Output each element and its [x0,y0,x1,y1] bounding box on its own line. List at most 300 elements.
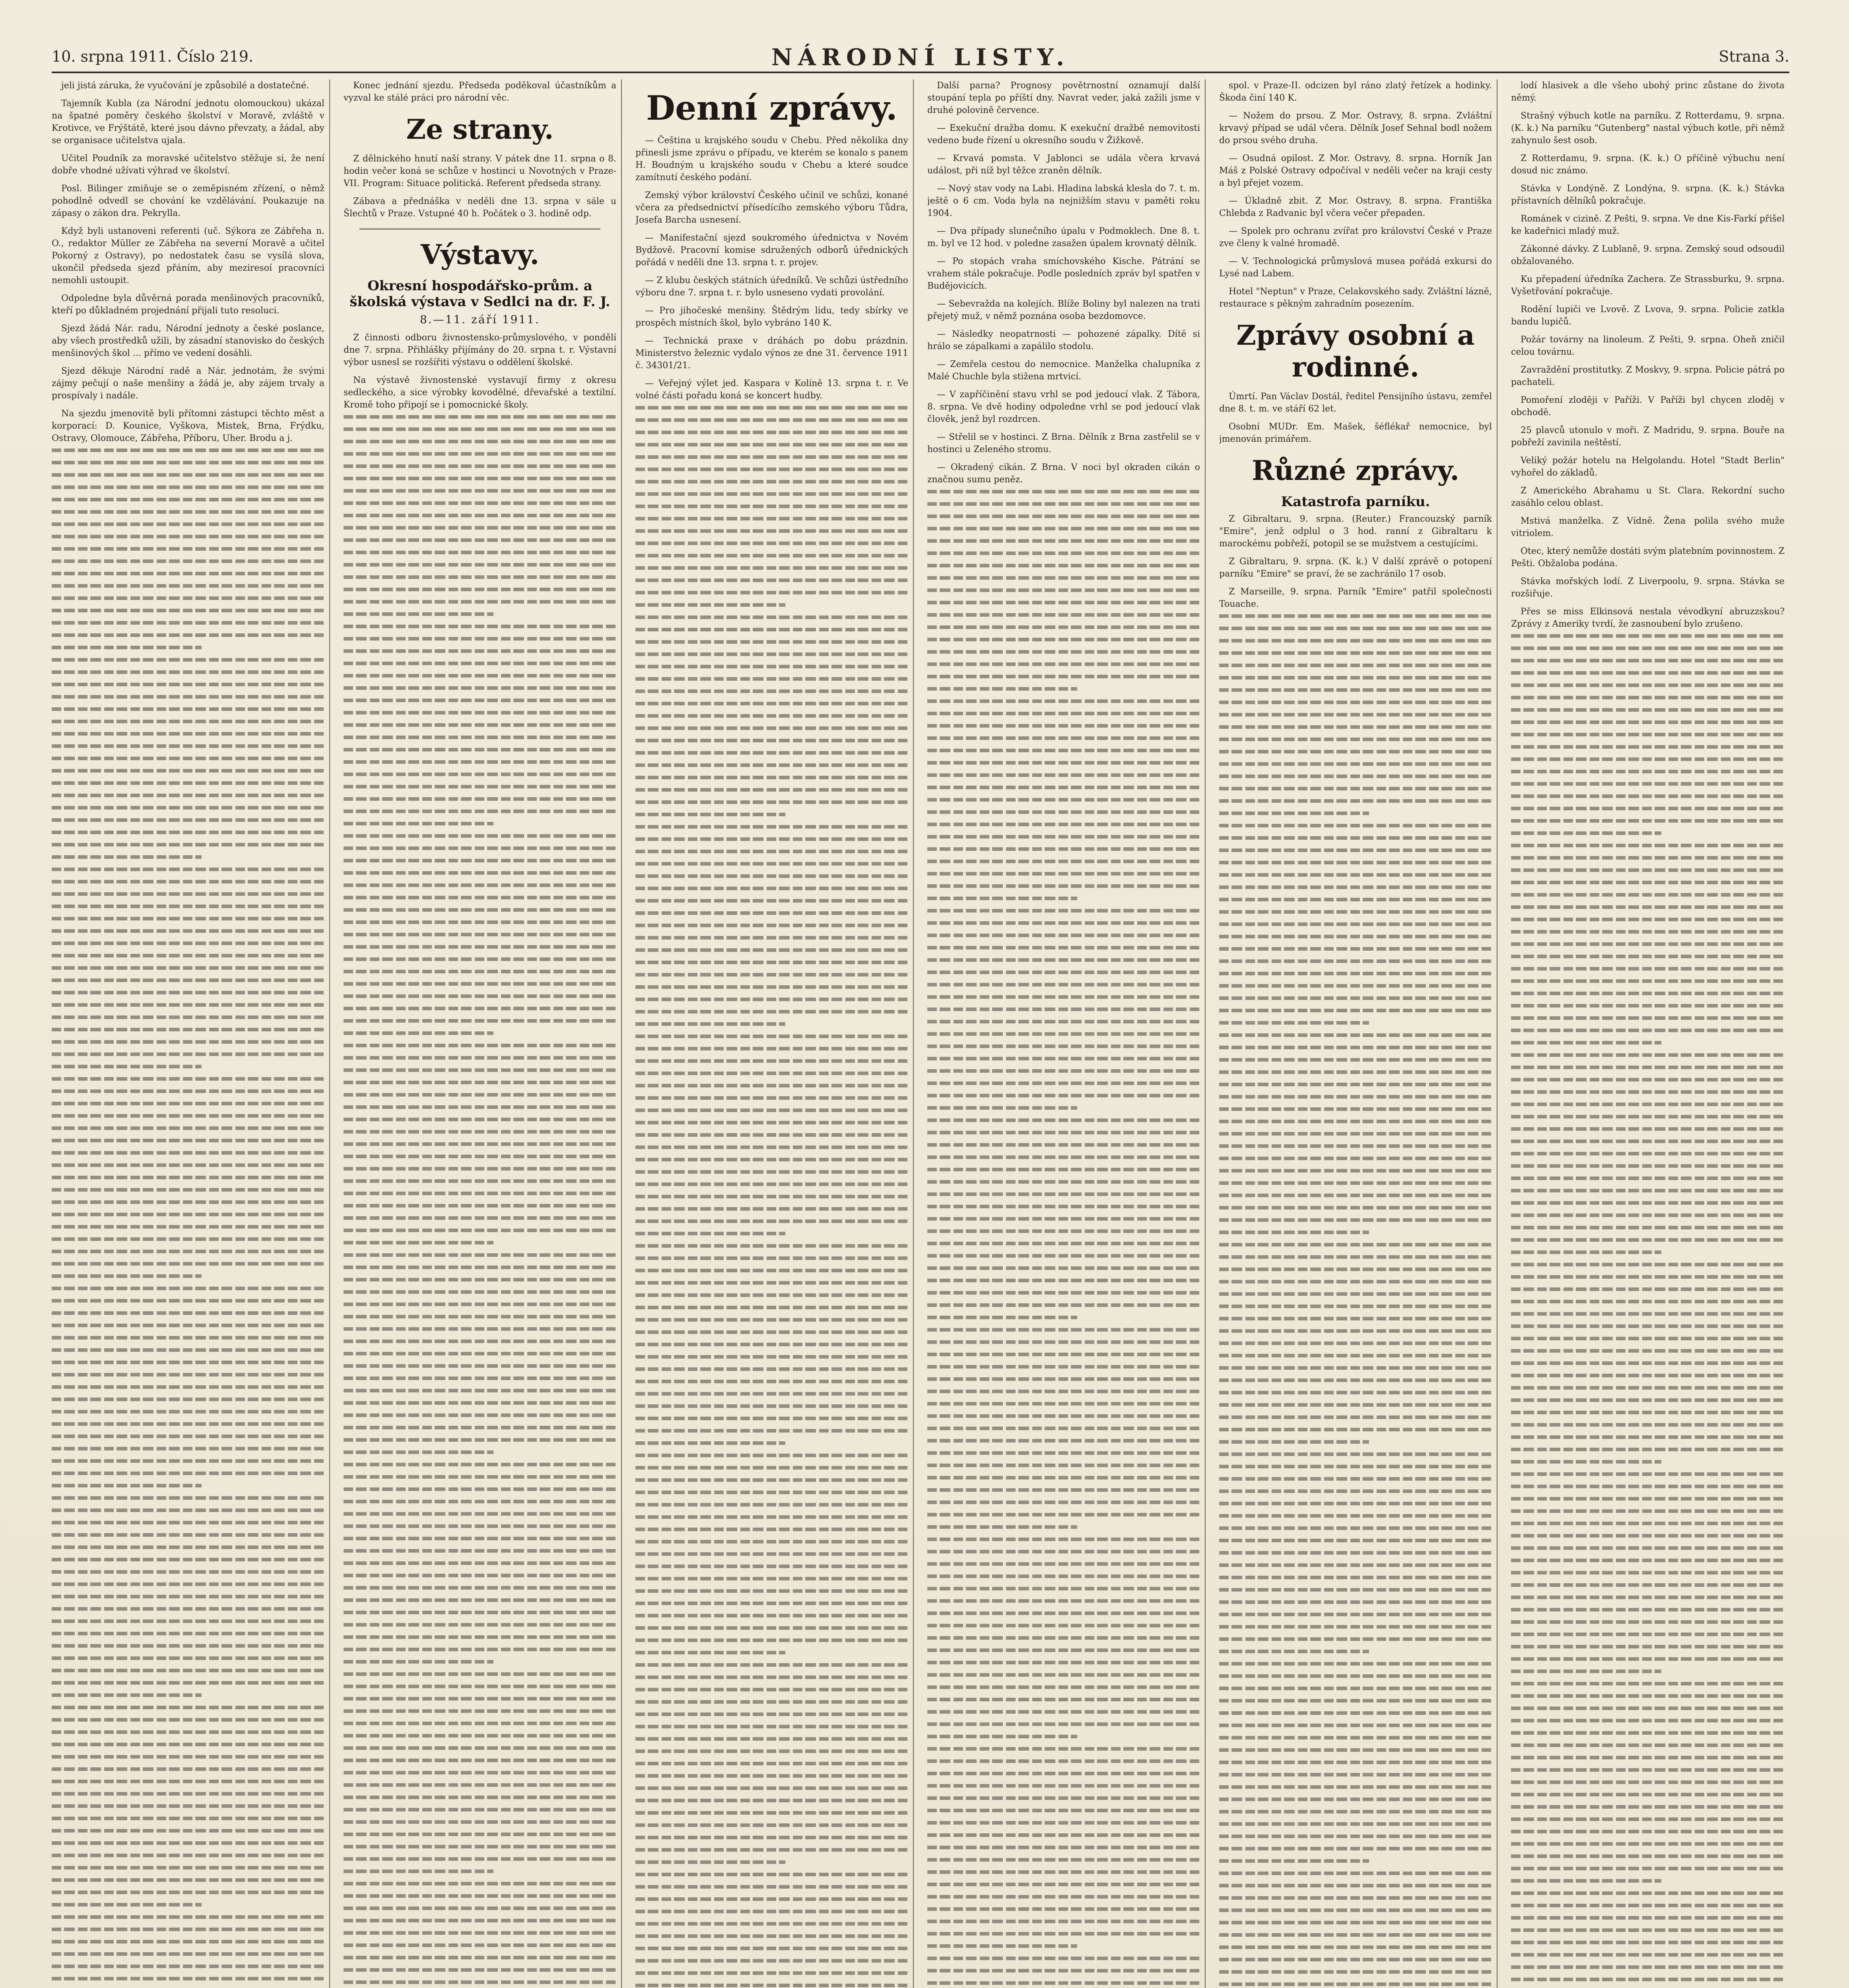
print-line [635,1367,908,1371]
print-line [1511,1041,1661,1044]
print-line [52,522,324,526]
print-line [344,920,616,924]
print-line [344,797,616,801]
print-line [1219,1859,1369,1863]
print-line [1219,750,1492,753]
print-line [1511,782,1785,786]
print-line [927,1710,1200,1714]
print-line [927,601,1200,604]
print-line [344,957,616,961]
print-line [635,1084,908,1087]
print-line [635,825,908,829]
print-line [1511,1830,1785,1833]
print-line [52,1903,202,1906]
print-line [52,855,202,859]
print-line [635,517,908,520]
print-line [1511,1152,1785,1155]
print-line [1511,1706,1785,1710]
print-line [344,1315,616,1318]
print-line [635,455,908,459]
print-line [344,427,616,431]
print-line [635,1984,908,1987]
print-line [1219,1724,1492,1727]
print-line [52,473,324,477]
print-line [52,1940,324,1943]
print-line [52,1607,324,1611]
print-line [635,418,908,422]
print-line [1219,947,1492,951]
print-line [927,1772,1200,1775]
print-texture [635,406,908,1988]
article-paragraph: Z Marseille, 9. srpna. Parník "Emire" patřil společnosti Touache. [1219,587,1492,609]
print-line [635,1873,908,1876]
article-paragraph: — Osudná opilost. Z Mor. Ostravy, 8. srpna. Horník Jan Máš z Polské Ostravy odpočíval v neděli večer na kraji cesty a byl přejet vozem. [1219,153,1492,188]
print-line [52,1287,324,1290]
print-line [344,1031,493,1035]
print-line [927,564,1200,567]
print-line [344,1327,616,1331]
print-line [344,1401,616,1405]
print-line [1511,1226,1785,1229]
print-line [344,1229,616,1232]
print-line [927,1316,1077,1319]
article-paragraph: Učitel Poudník za moravské učitelstvo stěžuje si, že není dobře vhodné užívati výhrad ve školství. [52,153,324,176]
print-line [52,1274,202,1278]
print-line [344,662,616,665]
print-line [344,1697,616,1701]
print-line [344,612,493,616]
print-line [52,670,324,674]
print-line [344,1044,616,1047]
print-line [344,1598,616,1602]
print-line [927,761,1200,765]
print-line [1219,1280,1492,1283]
print-line [344,945,616,949]
print-line [1511,967,1785,971]
article-paragraph: Tajemník Kubla (za Národní jednotu olomouckou) ukázal na špatné poměry českého školství v Moravě, zvláště v Krotivce, ve Frýštátě, které jsou dávno převzaty, a žádal, aby se organisace učitelstva ujala. [52,99,324,146]
print-line [1511,1645,1785,1648]
print-line [52,1570,324,1574]
print-line [52,1077,324,1081]
print-line [927,490,1200,493]
print-line [1219,639,1492,643]
print-line [1511,1238,1785,1242]
print-line [927,650,1200,654]
print-line [635,800,908,804]
print-line [1219,1083,1492,1086]
print-line [635,1565,908,1568]
print-line [635,899,908,903]
print-line [344,1303,616,1306]
print-line [52,732,324,736]
print-line [344,1931,616,1935]
article-paragraph: — Pro jihočeské menšiny. Štědrým lidu, tedy sbírky ve prospěch místních škol, bylo vybráno 140 K. [635,306,908,328]
print-line [1219,1933,1492,1937]
print-line [635,505,908,508]
columns [52,80,1789,1988]
print-line [635,468,908,471]
column-2 [344,80,622,1988]
print-line [344,575,616,579]
print-texture [927,490,1200,1988]
print-line [635,1244,908,1248]
print-line [344,588,616,591]
print-line [344,896,616,899]
print-line [1219,1452,1492,1456]
print-line [927,1402,1200,1406]
print-line [927,613,1200,617]
print-line [635,776,908,779]
print-line [52,1040,324,1044]
column-5 [1219,80,1497,1988]
print-line [1219,1255,1492,1259]
print-line [927,810,1200,814]
print-line [927,588,1200,592]
print-line [1511,1460,1661,1464]
print-line [635,1860,785,1864]
print-line [52,1484,202,1487]
print-line [635,973,908,977]
print-line [1219,1366,1492,1370]
print-line [635,862,908,866]
print-line [1219,1674,1492,1678]
print-line [344,538,616,542]
article-paragraph: Zákonné dávky. Z Lublaně, 9. srpna. Zemský soud odsoudil obžalovaného. [1511,244,1785,266]
print-line [52,917,324,920]
print-line [1219,1872,1492,1875]
print-line [1219,1798,1492,1801]
print-line [927,1069,1200,1073]
print-line [1511,1670,1661,1673]
print-line [52,621,324,625]
print-line [635,665,908,668]
print-line [1511,1078,1785,1081]
print-line [927,1242,1200,1245]
section-heading: Denní zprávy. [646,88,897,128]
print-line [1511,745,1785,749]
print-line [1219,701,1492,704]
print-line [344,1746,616,1750]
print-line [1219,688,1492,692]
print-line [52,1188,324,1192]
article-paragraph: — Úkladně zbit. Z Mor. Ostravy, 8. srpna. Františka Chlebda z Radvanic byl včera večer přepaden. [1219,196,1492,218]
section-heading: Zprávy osobní a rodinné. [1236,320,1475,383]
print-line [52,1336,324,1340]
section-heading: Výstavy. [420,239,540,271]
print-line [1511,1213,1785,1217]
print-line [1219,1588,1492,1592]
print-line [927,539,1200,543]
print-line [52,1200,324,1204]
print-line [1511,1300,1785,1303]
print-line [344,464,616,468]
print-line [927,1143,1200,1147]
print-line [1511,1571,1785,1574]
print-line [344,1093,616,1097]
print-line [52,1348,324,1352]
article-paragraph: Přes se miss Elkinsová nestala vévodkyní abruzzskou? Zprávy z Ameriky tvrdí, že zasnoubení bylo zrušeno. [1511,607,1785,629]
print-line [927,909,1200,912]
print-line [52,1656,324,1660]
article-paragraph: — Manifestační sjezd soukromého úřednictva v Novém Bydžově. Pracovní komise sdružených odborů úřednických pořádá v neděli dne 13. srpna t. r. projev. [635,233,908,268]
print-line [344,1352,616,1355]
print-line [635,1441,785,1445]
print-line [1511,1854,1785,1858]
article-paragraph: Mstivá manželka. Z Vídně. Žena polila svého muže vitriolem. [1511,516,1785,538]
print-line [344,994,616,998]
print-line [1219,935,1492,938]
print-line [927,527,1200,530]
print-line [635,1762,908,1765]
print-line [52,991,324,994]
print-line [635,1749,908,1753]
print-line [1219,1033,1492,1037]
print-line [927,502,1200,506]
print-line [1511,979,1785,983]
print-line [927,1205,1200,1208]
print-line [344,1635,616,1639]
print-line [927,724,1200,728]
print-line [927,847,1200,851]
print-line [1511,1596,1785,1599]
print-line [927,1427,1200,1430]
print-line [927,1501,1200,1504]
print-line [1511,1448,1785,1451]
print-line [1511,955,1785,958]
article-paragraph: — Z klubu českých státních úředníků. Ve schůzi ústředního výboru dne 7. srpna t. r. bylo usneseno vydati provolání. [635,276,908,298]
article-paragraph: Na výstavě živnostenské vystavují firmy z okresu sedleckého, a sice výrobky kovodělné, dřevařské a textilní. Kromě toho připojí se i pomocnické školy. [344,375,616,410]
print-line [927,1907,1200,1911]
print-line [635,702,908,705]
print-line [52,1595,324,1598]
article-paragraph: Z dělnického hnutí naší strany. V pátek dne 11. srpna o 8. hodin večer koná se schůze v hostinci u Novotných v Praze-VII. Program: Situace politická. Referent předseda strany. [344,154,616,188]
print-line [1219,762,1492,766]
print-line [927,860,1200,863]
print-line [635,1540,908,1543]
article-paragraph: Z Gibraltaru, 9. srpna. (Reuter.) Francouzský parník "Emire", jenž odplul o 3 hod. ranní z Gibraltaru k marockému pobřeží, potopil se se mužstvem a cestujícími. [1219,514,1492,549]
print-line [52,1065,202,1068]
print-line [344,810,616,813]
article-paragraph: 25 plavců utonulo v moři. Z Madridu, 9. srpna. Bouře na pobřeží zavinila neštěstí. [1511,425,1785,448]
print-line [52,1619,324,1623]
print-line [344,1796,616,1799]
print-line [1219,1810,1492,1813]
print-line [52,1163,324,1167]
issue-date: 10. srpna 1911. Číslo 219. [52,48,254,65]
print-line [927,638,1200,641]
print-line [1511,1275,1785,1279]
print-line [927,1390,1200,1393]
article-paragraph: — Exekuční dražba domu. K exekuční dražbě nemovitosti vedeno bude řízení u okresního soudu v Žižkově. [927,123,1200,146]
print-line [1511,1029,1785,1032]
print-line [52,1632,324,1635]
print-line [52,720,324,723]
print-line [635,1047,908,1050]
print-line [1219,1428,1492,1431]
print-line [344,1155,616,1158]
print-line [927,1624,1200,1627]
print-line [52,1324,324,1327]
print-line [52,1410,324,1413]
print-line [52,966,324,970]
print-line [635,1232,785,1235]
print-texture [344,415,616,1988]
print-line [52,1804,324,1808]
print-line [1219,861,1492,864]
print-line [1511,1127,1785,1131]
print-line [1219,812,1369,815]
print-line [52,806,324,810]
print-line [1511,1805,1785,1809]
print-line [635,1306,908,1309]
print-line [927,1032,1200,1036]
print-line [1511,757,1785,761]
print-line [635,628,908,631]
print-line [635,1281,908,1285]
print-line [635,1392,908,1396]
print-line [344,1512,616,1516]
print-line [1511,794,1785,798]
print-line [635,1786,908,1790]
print-line [1219,1613,1492,1616]
article-paragraph: Další parna? Prognosy povětrnostní oznamují další stoupání tepla po příští dny. Navrat veder, jaká zažili jsme v druhé polovině července. [927,81,1200,115]
print-line [927,1279,1200,1282]
print-line [635,1035,908,1038]
print-line [344,1216,616,1220]
print-line [927,736,1200,740]
print-line [635,1589,908,1593]
print-line [344,871,616,875]
print-line [1219,1120,1492,1123]
print-line [1219,1465,1492,1468]
print-line [1511,733,1785,736]
print-line [344,1709,616,1713]
print-line [1219,1231,1369,1234]
print-line [635,1811,908,1815]
print-line [635,1404,908,1408]
print-line [1219,799,1492,803]
print-line [52,1015,324,1019]
print-line [52,572,324,575]
print-line [635,1182,908,1186]
print-line [344,736,616,739]
print-line [635,1910,908,1913]
article-paragraph: Z Rotterdamu, 9. srpna. (K. k.) O příčině výbuchu není dosud nic známo. [1511,153,1785,176]
print-line [1219,1958,1492,1961]
print-line [1511,1485,1785,1488]
print-line [344,1857,616,1861]
print-line [52,1398,324,1401]
print-line [52,1965,324,1968]
print-line [344,785,616,788]
print-line [52,1829,324,1833]
print-line [635,591,908,594]
print-line [1511,1608,1785,1611]
print-line [344,526,616,530]
print-line [344,1968,616,1972]
print-line [635,1219,908,1223]
print-line [52,448,324,452]
print-line [1219,1662,1492,1666]
print-line [1219,627,1492,630]
print-line [1511,807,1785,810]
print-line [1511,770,1785,773]
print-line [1511,1904,1785,1907]
print-line [927,551,1200,555]
print-line [344,1426,616,1429]
print-line [1511,831,1661,835]
section-heading: Různé zprávy. [1252,455,1459,487]
print-line [635,1454,908,1457]
article-paragraph: — Spolek pro ochranu zvířat pro království České v Praze zve členy k valné hromadě. [1219,226,1492,248]
print-line [52,1003,324,1007]
print-line [1219,1687,1492,1690]
print-line [927,712,1200,715]
article-paragraph: — Veřejný výlet jed. Kaspara v Kolíně 13. srpna t. r. Ve volné části pořadu koná se koncert hudby. [635,379,908,401]
print-line [927,1944,1077,1948]
print-line [1219,1847,1492,1850]
print-line [344,859,616,862]
print-line [1219,1378,1492,1382]
print-line [927,1685,1200,1689]
print-line [1219,1526,1492,1530]
print-line [635,1971,908,1975]
print-line [927,1254,1200,1258]
print-line [927,884,1200,888]
print-line [1511,1263,1785,1266]
print-line [1219,1477,1492,1481]
print-line [52,1767,324,1771]
print-line [1219,1157,1492,1160]
print-line [344,1081,616,1084]
print-line [52,1780,324,1783]
print-line [927,934,1200,937]
print-line [635,640,908,644]
print-line [52,1582,324,1586]
article-paragraph: — Nový stav vody na Labi. Hladina labská klesla do 7. t. m. ještě o 6 cm. Voda byla na nejnižším stavu v paměti roku 1904. [927,184,1200,218]
print-line [344,1870,493,1873]
print-line [344,1734,616,1738]
print-line [1219,1539,1492,1542]
print-line [52,781,324,785]
print-line [52,818,324,822]
print-line [927,1266,1200,1270]
print-line [52,1866,324,1870]
print-line [1219,1489,1492,1493]
newspaper-title: NÁRODNÍ LISTY. [771,44,1070,71]
print-line [1219,1502,1492,1505]
print-line [52,1644,324,1648]
print-line [52,1891,324,1894]
print-line [635,1602,908,1605]
print-line [927,1661,1200,1664]
article-paragraph: Konec jednání sjezdu. Předseda poděkoval účastníkům a vyzval ke stálé práci pro národní věc. [344,81,616,103]
print-line [927,1957,1200,1960]
print-line [1511,1965,1785,1969]
print-line [927,1920,1200,1923]
print-line [1511,1411,1785,1414]
print-line [927,1414,1200,1418]
print-line [52,929,324,933]
article-paragraph: — Sebevražda na kolejích. Blíže Boliny byl nalezen na trati přejetý muž, v němž poznána osoba bezdomovce. [927,299,1200,321]
print-line [1219,1206,1492,1209]
print-line [927,921,1200,925]
print-line [927,1981,1200,1985]
print-line [927,1057,1200,1060]
print-line [344,908,616,912]
print-line [635,1528,908,1531]
print-texture [1511,634,1785,1988]
